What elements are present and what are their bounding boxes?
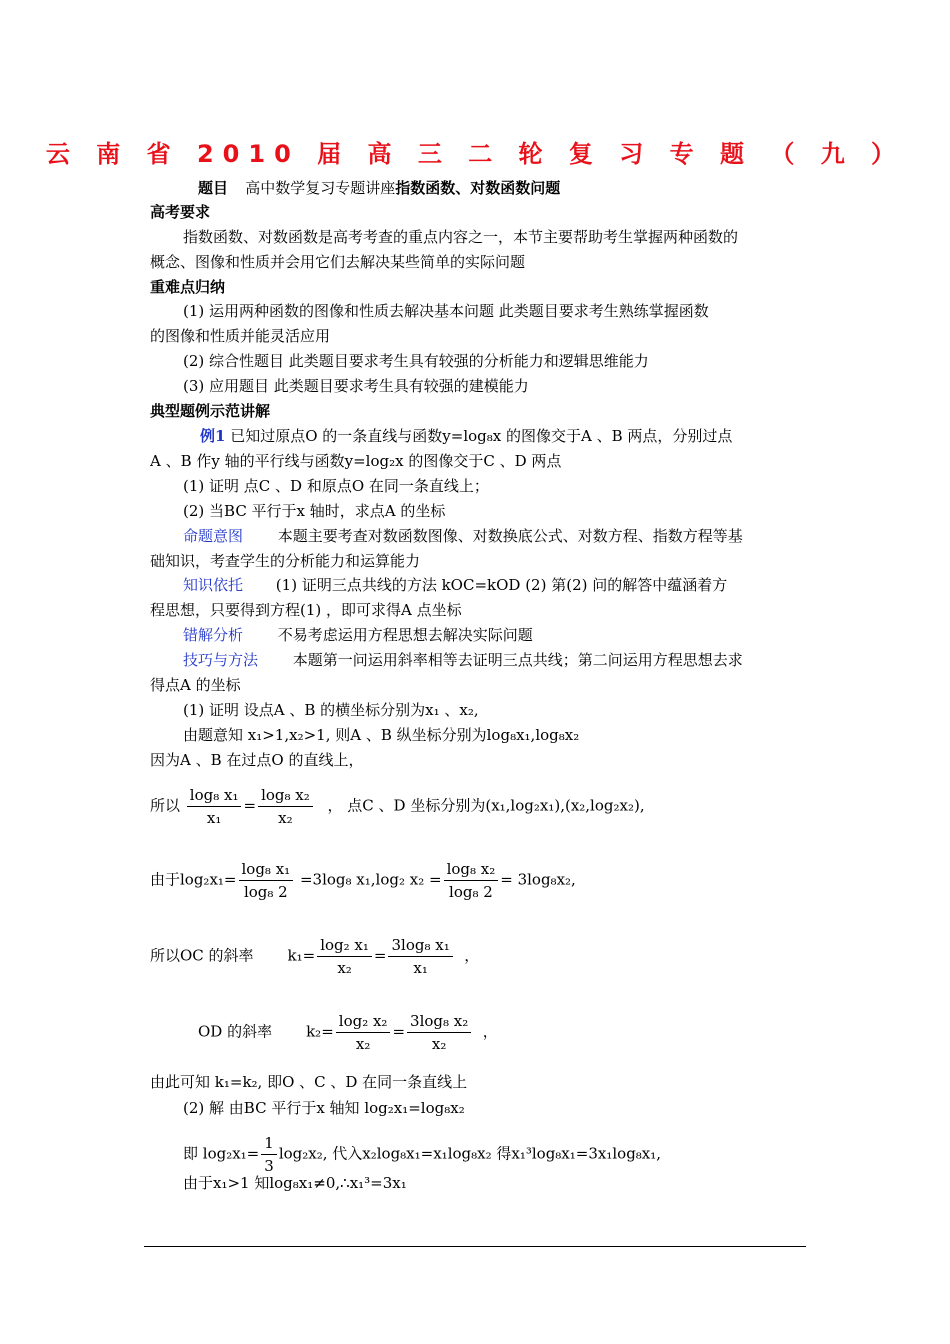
fraction-f xyxy=(388,934,452,979)
step-7-prefix: OD 的斜率 xyxy=(198,1022,273,1041)
step-4-prefix: 所以 xyxy=(150,796,181,815)
fraction-b xyxy=(258,784,313,829)
fraction-c-denominator: log₈ 2 xyxy=(243,883,288,901)
solution-step-5: 由于log₂x₁= $\frac{\text{log₈ x₁}}{\text{log₈ 2}}$ =3log₈ x₁,log₂ x₂ = $\frac{\text{log₈ x₂}}{\text{log₈ 2}}$ = 3log₈x₂, xyxy=(150,860,576,901)
error-line xyxy=(183,625,533,645)
fraction-g-numerator: log₂ x₂ xyxy=(336,1010,391,1033)
fraction-e xyxy=(317,934,372,979)
step-5-prefix: 由于log₂x₁= xyxy=(150,870,237,889)
solution-step-4: 所以 $\frac{\text{log₈ x₁}}{\text{x₁}}$ = $\frac{\text{log₈ x₂}}{\text{x₂}}$ ， 点C 、D 坐标分别为(x₁,log₂x₁),(x₂,log₂x₂), xyxy=(150,786,645,827)
step-5-middle: 3log₈ x₁,log₂ x₂ = xyxy=(312,870,442,889)
requirements-line-1: 指数函数、对数函数是高考考查的重点内容之一，本节主要帮助考生掌握两种函数的 xyxy=(183,228,739,246)
requirements-line-2: 概念、图像和性质并会用它们去解决某些简单的实际问题 xyxy=(150,253,526,271)
method-line-2: 得点A 的坐标 xyxy=(150,676,241,694)
fraction-h-numerator: 3log₈ x₂ xyxy=(407,1010,471,1033)
step-5-suffix: = 3log₈x₂, xyxy=(500,870,576,889)
intent-text-1: 本题主要考查对数函数图像、对数换底公式、对数方程、指数方程等基 xyxy=(277,527,743,545)
basis-line-2: 程思想，只要得到方程(1) ，即可求得A 点坐标 xyxy=(150,601,462,619)
k2-label: k₂= xyxy=(306,1022,334,1041)
footer-rule xyxy=(144,1246,806,1247)
basis-line-1 xyxy=(183,575,727,595)
subject-prefix: 高中数学复习专题讲座 xyxy=(245,179,396,197)
method-label: 技巧与方法 xyxy=(183,651,259,669)
fraction-h xyxy=(407,1010,471,1055)
requirements-heading: 高考要求 xyxy=(150,203,211,221)
fraction-h-denominator: x₂ xyxy=(431,1035,447,1053)
step-10-prefix: 即 log₂x₁= xyxy=(183,1144,260,1163)
solution-step-3: 因为A 、B 在过点O 的直线上， xyxy=(150,751,364,769)
example-1-label: 例1 xyxy=(200,427,226,445)
intent-line-2: 础知识，考查学生的分析能力和运算能力 xyxy=(150,552,421,570)
k1-label: k₁= xyxy=(287,946,316,965)
fraction-d-numerator: log₈ x₂ xyxy=(444,858,499,881)
error-label: 错解分析 xyxy=(183,626,244,644)
subject-line xyxy=(198,178,560,198)
solution-step-9: (2) 解 由BC 平行于x 轴知 log₂x₁=log₈x₂ xyxy=(183,1099,465,1117)
fraction-f-numerator: 3log₈ x₁ xyxy=(388,934,452,957)
solution-step-2: 由题意知 x₁>1,x₂>1, 则A 、B 纵坐标分别为log₈x₁,log₈x₂ xyxy=(183,726,580,744)
example-1-line-2: A 、B 作y 轴的平行线与函数y=log₂x 的图像交于C 、D 两点 xyxy=(150,452,562,470)
fraction-e-denominator: x₂ xyxy=(337,959,352,977)
intent-label: 命题意图 xyxy=(183,527,244,545)
fraction-g-denominator: x₂ xyxy=(355,1035,371,1053)
key-points-heading: 重难点归纳 xyxy=(150,278,226,296)
basis-text-1: (1) 证明三点共线的方法 kOC=kOD (2) 第(2) 问的解答中蕴涵着方 xyxy=(275,576,728,594)
example-1-text-1: 已知过原点O 的一条直线与函数y=log₈x 的图像交于A 、B 两点，分别过点 xyxy=(230,427,733,445)
solution-step-11: 由于x₁>1 知log₈x₁≠0,∴x₁³=3x₁ xyxy=(183,1174,407,1192)
fraction-i-numerator: 1 xyxy=(261,1132,277,1155)
key-point-2: (2) 综合性题目 此类题目要求考生具有较强的分析能力和逻辑思维能力 xyxy=(183,352,649,370)
solution-step-6: 所以OC 的斜率 k₁= $\frac{\text{log₂ x₁}}{\text{x₂}}$ = $\frac{\text{3log₈ x₁}}{\text{x₁}}$ ， xyxy=(150,936,480,977)
key-point-1b: 的图像和性质并能灵活应用 xyxy=(150,327,331,345)
fraction-c-numerator: log₈ x₁ xyxy=(239,858,294,881)
fraction-a xyxy=(187,784,242,829)
fraction-a-numerator: log₈ x₁ xyxy=(187,784,242,807)
fraction-a-denominator: x₁ xyxy=(206,809,222,827)
fraction-d xyxy=(444,858,499,903)
fraction-g xyxy=(336,1010,391,1055)
basis-label: 知识依托 xyxy=(183,576,244,594)
step-4-suffix: ， 点C 、D 坐标分别为(x₁,log₂x₁),(x₂,log₂x₂), xyxy=(327,796,645,815)
method-line-1 xyxy=(183,650,743,670)
document-title: 云 南 省 2010 届 高 三 二 轮 复 习 专 题 （ 九 ） xyxy=(45,140,905,168)
question-1: (1) 证明 点C 、D 和原点O 在同一条直线上； xyxy=(183,477,489,495)
solution-step-1: (1) 证明 设点A 、B 的横坐标分别为x₁ 、x₂, xyxy=(183,701,479,719)
key-point-1a: (1) 运用两种函数的图像和性质去解决基本问题 此类题目要求考生熟练掌握函数 xyxy=(183,302,709,320)
question-2: (2) 当BC 平行于x 轴时，求点A 的坐标 xyxy=(183,502,446,520)
solution-step-10 xyxy=(183,1132,661,1177)
subject-topic: 指数函数、对数函数问题 xyxy=(395,179,561,197)
step-6-prefix: 所以OC 的斜率 xyxy=(150,946,254,965)
key-point-3: (3) 应用题目 此类题目要求考生具有较强的建模能力 xyxy=(183,377,529,395)
fraction-i xyxy=(261,1132,277,1177)
fraction-d-denominator: log₈ 2 xyxy=(449,883,493,901)
fraction-b-denominator: x₂ xyxy=(278,809,293,827)
step-10-suffix: log₂x₂, 代入x₂log₈x₁=x₁log₈x₂ 得x₁³log₈x₁=3x₁log₈x₁, xyxy=(278,1144,662,1163)
fraction-e-numerator: log₂ x₁ xyxy=(317,934,372,957)
example-1-line-1 xyxy=(200,426,732,446)
fraction-f-denominator: x₁ xyxy=(413,959,428,977)
intent-line-1 xyxy=(183,526,743,546)
error-text: 不易考虑运用方程思想去解决实际问题 xyxy=(277,626,533,644)
solution-step-8: 由此可知 k₁=k₂, 即O 、C 、D 在同一条直线上 xyxy=(150,1073,468,1091)
method-text-1: 本题第一问运用斜率相等去证明三点共线；第二问运用方程思想去求 xyxy=(292,651,743,669)
subject-label: 题目 xyxy=(198,179,229,197)
solution-step-7: OD 的斜率 k₂= $\frac{\text{log₂ x₂}}{\text{x₂}}$ = $\frac{\text{3log₈ x₂}}{\text{x₂}}$ ， xyxy=(198,1012,498,1053)
examples-heading: 典型题例示范讲解 xyxy=(150,402,271,420)
fraction-i-denominator: 3 xyxy=(264,1157,274,1175)
fraction-b-numerator: log₈ x₂ xyxy=(258,784,313,807)
fraction-c xyxy=(239,858,294,903)
